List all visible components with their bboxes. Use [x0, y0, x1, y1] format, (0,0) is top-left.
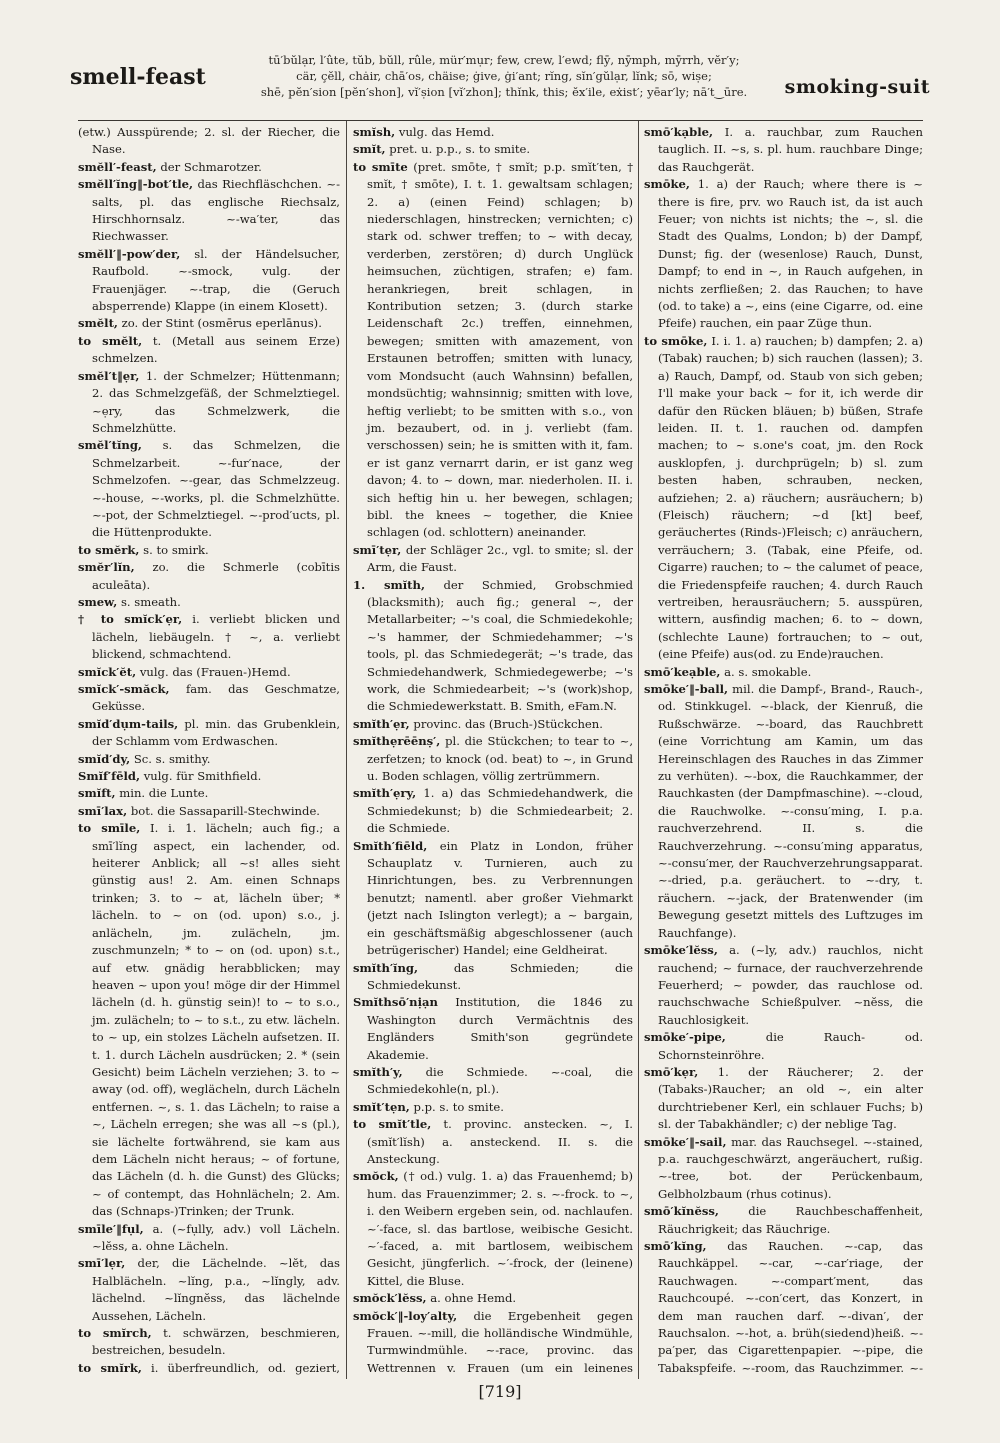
dictionary-entry	[353, 124, 633, 141]
entry-headword: to smīle,	[78, 821, 141, 836]
entry-headword: smīle′‖fụl,	[78, 1221, 144, 1236]
guide-word-left: smell-feast	[70, 64, 206, 90]
dictionary-entry	[644, 333, 923, 664]
entry-headword: smĭth′ẹr,	[353, 716, 410, 731]
dictionary-entry	[644, 681, 923, 942]
entry-headword: smōke,	[644, 177, 690, 192]
entry-definition: pret. u. p.p., s. to smite.	[389, 142, 531, 157]
entry-headword: smō′kạble,	[644, 125, 714, 139]
dictionary-entry	[78, 1325, 340, 1360]
dictionary-entry	[78, 1221, 340, 1256]
entry-headword: smō′kĭnĕss,	[644, 1204, 719, 1219]
entry-definition: a. (~ly, adv.) rauchlos, nicht rauchend; ~ furnace, der rauchverzehrende Feuerherd; ~ powder, das rauchlose od. rauchschwache Schießpulver. ~nĕss, die Rauchlosigkeit.	[658, 943, 923, 1027]
guide-word-right: smoking-suit	[784, 76, 930, 98]
entry-definition: das Schmieden; die Schmiedekunst.	[367, 960, 633, 992]
entry-headword: to smĭt′tle,	[353, 1117, 432, 1132]
dictionary-entry	[78, 820, 340, 1220]
entry-headword: smĕl′t‖ẹr,	[78, 368, 140, 383]
entry-definition: (pret. smōte, † smĭt; p.p. smĭt′ten, † smĭt, † smōte), I. t. 1. gewaltsam schlagen; 2. a) (einen Feind) schlagen; b) niederschlagen, hinstrecken; vernichten; c) stark od. schwer treffen; to ~ with decay, verderben, zerstören; d) durch Unglück heimsuchen, züchtigen, strafen; e) fam. herankriegen, breit schlagen, in Kontribution setzen; 3. (durch starke Leidenschaft 2c.) treffen, einnehmen, bewegen; smitten with amazement, von Erstaunen betroffen; smitten with lunacy, vom Mondsucht (auch Wahnsinn) befallen, mondsüchtig; wahnsinnig; smitten with love, heftig verliebt; to be smitten with s.o., von jm. bezaubert, od. in j. verliebt (fam. verschossen) sein; he is smitten with it, fam. er ist ganz vernarrt darin, er ist ganz weg davon; 4. to ~ down, mar. niederholen. II. i. sich heftig hin u. her bewegen, schlagen; bibl. the knees ~ together, die Kniee schlagen (od. schlottern) aneinander.	[367, 159, 633, 540]
pronunciation-key-line: tū′bŭlạr, l′ûte, tŭb, bŭll, rûle, mür′mụr; few, crew, l′ewd; flȳ, nȳmph, mȳrrh, vĕr′y;	[268, 53, 740, 67]
entry-headword: smŏck,	[353, 1169, 399, 1184]
dictionary-entry	[644, 664, 923, 681]
entry-definition: der Schmarotzer.	[160, 159, 262, 174]
dictionary-entry	[353, 577, 633, 716]
entry-headword: smōke′‖-sail,	[644, 1134, 727, 1149]
entry-definition: mil. die Dampf-, Brand-, Rauch-, od. Stinkkugel. ~-black, der Kienruß, die Rußschwärze. ~-board, das Rauchbrett (eine Vorrichtung am Kamin, um das Hereinschlagen des Rauches in das Zimmer zu verhüten). ~-box, die Rauchkammer, der Rauchkasten (der Dampfmaschine). ~-cloud, die Rauchwolke. ~-consu′ming, I. p.a. rauchverzehrend. II. s. die Rauchverzehrung. ~-consu′ming apparatus, ~-consu′mer, der Rauchverzehrungsapparat. ~-dried, p.a. geräuchert. to ~-dry, t. räuchern. ~-jack, der Bratenwender (im Bewegung gesetzt mittels des Luftzuges im Rauchfange).	[658, 682, 923, 940]
entry-definition: ein Platz in London, früher Schauplatz v. Turnieren, auch zu Hinrichtungen, bes. zu Verbrennungen benutzt; namentl. aber großer Viehmarkt (jetzt nach Islington verlegt); a ~ bargain, ein geschäftsmäßig abgeschlossener (auch betrügerischer) Handel; eine Geldheirat.	[367, 838, 633, 958]
column-1	[78, 121, 340, 1379]
entry-headword: smĭt,	[353, 142, 386, 157]
dictionary-entry	[78, 611, 340, 663]
entry-headword: smĭft,	[78, 786, 116, 801]
entry-columns	[78, 120, 923, 1379]
entry-headword: smŏck′lĕss,	[353, 1291, 427, 1306]
entry-definition: t. (Metall aus seinem Erze) schmelzen.	[92, 333, 340, 366]
entry-definition: 1. der Räucherer; 2. der (Tabaks-)Raucher; an old ~, ein alter durchtriebener Kerl, ein schlauer Fuchs; b) sl. der Tabakhändler; c) der neblige Tag.	[658, 1064, 923, 1132]
entry-headword: to smĕlt,	[78, 333, 143, 348]
entry-headword: Smĭth′fiēld,	[353, 838, 428, 853]
page-number: [719]	[478, 1382, 522, 1401]
entry-headword: smĭth′ẹry,	[353, 786, 417, 801]
dictionary-entry	[78, 751, 340, 768]
dictionary-entry	[353, 159, 633, 542]
entry-definition: vulg. das Hemd.	[398, 125, 495, 139]
dictionary-entry	[78, 542, 340, 559]
entry-headword: smĭck′-smăck,	[78, 682, 170, 696]
entry-definition: († od.) vulg. 1. a) das Frauenhemd; b) hum. das Frauenzimmer; 2. s. ~-frock. to ~, i. den Weibern ergeben sein, od. nachlaufen. ~′-face, sl. das bartlose, weibische Gesicht. ~′-faced, a. mit bartlosem, weibischem Gesicht, jüngferlich. ~′-frock, der (leinene) Kittel, die Bluse.	[367, 1169, 633, 1288]
dictionary-entry	[644, 1064, 923, 1134]
entry-headword: smĭt′tẹn,	[353, 1099, 410, 1114]
entry-headword: smĭsh,	[353, 125, 396, 139]
entry-headword: to smōke,	[644, 333, 708, 348]
dictionary-entry	[353, 785, 633, 837]
dictionary-entry	[78, 594, 340, 611]
pronunciation-key-line: shē, pĕn′sion [pĕn′shon], vĭ′ṣion [vĭ′zhon]; thĭnk, this; ĕx′ile, eẋist′; yēar′ly; nā′t‿ūre.	[260, 85, 748, 99]
entry-headword: smĭth′ĭng,	[353, 960, 419, 975]
dictionary-entry	[78, 159, 340, 176]
entry-definition: s. smeath.	[120, 594, 181, 609]
dictionary-entry	[353, 542, 633, 577]
entry-headword: smĭthẹrēēnṣ′,	[353, 734, 441, 749]
dictionary-entry	[353, 733, 633, 785]
dictionary-entry	[78, 559, 340, 594]
page-header	[70, 52, 930, 114]
dictionary-entry	[353, 1290, 633, 1307]
entry-headword: smĕlt,	[78, 316, 118, 331]
dictionary-entry	[353, 838, 633, 960]
entry-headword: Smĭthsō′nịạn	[353, 995, 438, 1010]
dictionary-entry	[78, 664, 340, 681]
entry-definition: die Rauchbeschaffenheit, Räuchrigkeit; das Räuchrige.	[658, 1204, 923, 1236]
entry-definition: pl. min. das Grubenklein, der Schlamm vom Erdwaschen.	[92, 716, 340, 749]
dictionary-entry	[78, 768, 340, 785]
entry-definition: 1. der Schmelzer; Hüttenmann; 2. das Schmelzgefäß, der Schmelztiegel. ~ẹry, das Schmelzwerk, die Schmelzhütte.	[92, 368, 340, 435]
entry-headword: smĕll′‖-pow′der,	[78, 246, 181, 261]
entry-definition: zo. die Schmerle (cobītis aculeāta).	[92, 560, 340, 592]
entry-definition: a. s. smokable.	[724, 664, 812, 679]
entry-definition: a. (~fụlly, adv.) voll Lächeln. ~lĕss, a. ohne Lächeln.	[92, 1221, 340, 1253]
entry-headword: smī′lẹr,	[78, 1256, 126, 1271]
pronunciation-key	[228, 52, 780, 100]
dictionary-entry	[353, 1308, 633, 1379]
entry-definition: bot. die Sassaparill-Stechwinde.	[130, 803, 320, 818]
entry-definition: t. provinc. anstecken. ~, I. (smĭt′lĭsh) a. ansteckend. II. s. die Ansteckung.	[367, 1117, 633, 1166]
entry-definition: Sc. s. smithy.	[133, 751, 211, 766]
dictionary-entry	[78, 246, 340, 316]
pronunciation-key-line: cär, çĕll, chȧir, chā′os, chäise; ġive, ġi′ant; rĭng, sĭn′gŭlạr, lĭnk; sō, wiṣe;	[296, 69, 712, 83]
dictionary-entry	[644, 942, 923, 1029]
entry-headword: smō′keạble,	[644, 664, 721, 679]
entry-headword: smĭd′dụm-tails,	[78, 716, 179, 731]
dictionary-entry	[353, 1099, 633, 1116]
entry-headword: to smĕrk,	[78, 542, 140, 557]
entry-headword: smĕll′-feast,	[78, 159, 157, 174]
entry-definition: (etw.) Ausspürende; 2. sl. der Riecher, die Nase.	[78, 125, 340, 157]
entry-headword: Smĭf′fēld,	[78, 769, 140, 784]
column-divider	[638, 121, 639, 1379]
entry-headword: smōke′lĕss,	[644, 943, 718, 958]
entry-headword: smĕl′tĭng,	[78, 438, 142, 453]
dictionary-entry	[353, 141, 633, 158]
entry-headword: † to smĭck′ẹr,	[78, 612, 183, 627]
entry-definition: provinc. das (Bruch-)Stückchen.	[413, 716, 603, 731]
entry-definition: die Ergebenheit gegen Frauen. ~-mill, die holländische Windmühle, Turmwindmühle. ~-race, provinc. das Wettrennen v. Frauen (um ein leinenes	[367, 1308, 633, 1375]
dictionary-entry	[644, 1029, 923, 1064]
dictionary-entry	[78, 1255, 340, 1325]
dictionary-entry	[78, 437, 340, 541]
entry-headword: smō′kĭng,	[644, 1239, 707, 1253]
entry-definition: das Rauchen. ~-cap, das Rauchkäppel. ~-car, ~-car′riage, der Rauchwagen. ~-compart′ment, das Rauchcoupé. ~-con′cert, das Konzert, in dem man rauchen darf. ~-divan′, der Rauchsalon. ~-hot, a. brüh(siedend)heiß. ~-pa′per, das Cigarettenpapier. ~-pipe, die Tabakspfeife. ~-room, das Rauchzimmer. ~-	[658, 1239, 923, 1375]
column-divider	[346, 121, 347, 1379]
entry-definition: I. i. 1. lächeln; auch fig.; a smī′lĭng aspect, ein lachender, od. heiterer Anblick; all ~s! alles sieht günstig aus! 2. Am. einen Schnaps trinken; 3. to ~ at, lächeln über; * lächeln. to ~ on (od. upon) s.o., j. anlächeln, jm. zulächeln, jm. zuschmunzeln; * to ~ on (od. upon) s.t., auf etw. gnädig herabblicken; may heaven ~ upon you! möge dir der Himmel lächeln (d. h. günstig sein)! to ~ to s.o., jm. zulächeln; to ~ to s.t., zu etw. lächeln. to ~ up, ein stolzes Lächeln aufsetzen. II. t. 1. durch Lächeln ausdrücken; 2. * (sein Gesicht) beim Lächeln verziehen; 3. to ~ away (od. off), weglächeln, durch Lächeln entfernen. ~, s. 1. das Lächeln; to raise a ~, Lächeln erregen; she was all ~s (pl.), sie lächelte fortwährend, sie kam aus dem Lächeln nicht heraus; ~ of fortune, das Lächeln (d. h. die Gunst) des Glücks; ~ of contempt, das Hohnlächeln; 2. Am. das (Schnaps-)Trinken; der Trunk.	[92, 821, 340, 1219]
entry-definition: fam. das Geschmatze, Geküsse.	[92, 682, 340, 714]
entry-definition: p.p. s. to smite.	[413, 1099, 504, 1114]
entry-headword: smĭck′ĕt,	[78, 664, 137, 679]
dictionary-entry	[353, 960, 633, 995]
entry-definition: vulg. für Smithfield.	[143, 769, 262, 784]
entry-headword: 1. smĭth,	[353, 577, 425, 592]
entry-headword: smĭd′dy,	[78, 751, 131, 766]
dictionary-entry	[78, 785, 340, 802]
dictionary-entry	[644, 124, 923, 176]
dictionary-entry	[78, 1360, 340, 1379]
entry-headword: to smĭrch,	[78, 1326, 152, 1341]
entry-headword: smĕll′ĭng‖-bot′tle,	[78, 177, 194, 192]
dictionary-entry	[78, 315, 340, 332]
entry-headword: smōke′-pipe,	[644, 1030, 726, 1045]
dictionary-entry	[353, 716, 633, 733]
entry-definition: vulg. das (Frauen-)Hemd.	[139, 664, 291, 679]
entry-definition: pl. die Stückchen; to tear to ~, zerfetzen; to knock (od. beat) to ~, in Grund u. Boden schlagen, völlig zertrümmern.	[367, 734, 633, 784]
dictionary-entry	[644, 176, 923, 333]
dictionary-entry	[78, 716, 340, 751]
dictionary-entry	[644, 1203, 923, 1238]
entry-headword: smew,	[78, 594, 118, 609]
entry-headword: smī′lax,	[78, 803, 128, 818]
entry-definition: t. schwärzen, beschmieren, bestreichen, besudeln.	[92, 1326, 340, 1358]
entry-definition: s. das Schmelzen, die Schmelzarbeit. ~-fur′nace, der Schmelzofen. ~-gear, das Schmelzzeug. ~-house, ~-works, pl. die Schmelzhütte. ~-pot, der Schmelztiegel. ~-prod′ucts, pl. die Hüttenprodukte.	[92, 438, 340, 540]
entry-definition: das Riechfläschchen. ~-salts, pl. das englische Riechsalz, Hirschhornsalz. ~-wa′ter, das Riechwasser.	[92, 177, 340, 244]
entry-definition: mar. das Rauchsegel. ~-stained, p.a. rauchgeschwärzt, angeräuchert, rußig. ~-tree, bot. der Perückenbaum, Gelbholzbaum (rhus cotinus).	[658, 1134, 923, 1201]
dictionary-entry	[353, 1064, 633, 1099]
entry-definition: min. die Lunte.	[119, 786, 209, 801]
dictionary-entry	[78, 176, 340, 246]
dictionary-entry	[353, 1168, 633, 1290]
entry-definition: zo. der Stint (osmērus eperlānus).	[121, 316, 322, 331]
entry-definition: 1. a) das Schmiedehandwerk, die Schmiedekunst; b) die Schmiedearbeit; 2. die Schmiede.	[367, 786, 633, 836]
dictionary-entry	[353, 1116, 633, 1168]
entry-headword: smī′tẹr,	[353, 542, 402, 557]
entry-headword: smō′kẹr,	[644, 1064, 699, 1079]
dictionary-entry	[78, 124, 340, 159]
entry-headword: smĭth′y,	[353, 1064, 403, 1079]
dictionary-entry	[78, 368, 340, 438]
column-2	[353, 121, 633, 1379]
entry-headword: to smĭrk,	[78, 1360, 142, 1375]
dictionary-entry	[644, 1134, 923, 1204]
dictionary-entry	[78, 803, 340, 820]
entry-definition: s. to smirk.	[143, 542, 209, 557]
entry-definition: a. ohne Hemd.	[430, 1291, 517, 1306]
entry-definition: 1. a) der Rauch; where there is ~ there is fire, prv. wo Rauch ist, da ist auch Feuer; von nichts ist nichts; the ~, sl. die Stadt des Qualms, London; b) der Dampf, Dunst; fig. der (wesenlose) Rauch, Dunst, Dampf; to end in ~, in Rauch aufgehen, in nichts zerfließen; 2. das Rauchen; to have (od. to take) a ~, eins (eine Cigarre, od. eine Pfeife) rauchen, ein paar Züge thun.	[658, 177, 923, 331]
dictionary-entry	[78, 333, 340, 368]
entry-headword: smōke′‖-ball,	[644, 682, 729, 696]
entry-definition: Institution, die 1846 zu Washington durch Vermächtnis des Engländers Smith'son gegründete Akademie.	[367, 995, 633, 1062]
entry-definition: i. verliebt blicken und lächeln, liebäugeln. † ~, a. verliebt blickend, schmachtend.	[92, 612, 340, 662]
entry-definition: der Schmied, Grobschmied (blacksmith); auch fig.; general ~, der Metallarbeiter; ~'s coal, die Schmiedekohle; ~'s hammer, der Schmiedehammer; ~'s tools, pl. das Schmiedegerät; ~'s trade, das Schmiedehandwerk, Schmiedegewerbe; ~'s work, die Schmiedearbeit; ~'s (work)shop, die Schmiedewerkstatt. B. Smith, eFam.N.	[367, 577, 633, 714]
entry-definition: I. i. 1. a) rauchen; b) dampfen; 2. a) (Tabak) rauchen; b) sich rauchen (lassen); 3. a) Rauch, Dampf, od. Staub von sich geben; I'll make your back ~ for it, ich werde dir dafür den Rücken bläuen; b) büßen, Strafe leiden. II. t. 1. rauchen od. dampfen machen; to ~ s.one's coat, jm. den Rock ausklopfen, j. durchprügeln; b) sl. zum besten haben, schrauben, necken, aufziehen; 2. a) räuchern; ausräuchern; b) (Fleisch) räuchern; ~d [kt] beef, geräuchertes (Rinds-)Fleisch; c) anräuchern, verräuchern; 3. (Tabak, eine Pfeife, od. Cigarre) rauchen; to ~ the calumet of peace, die Friedenspfeife rauchen; 4. durch Rauch vertreiben, herausräuchern; 5. ausspüren, wittern, ausfindig machen; 6. to ~ down, (schlechte Laune) fortrauchen; to ~ out, (eine Pfeife) aus(od. zu Ende)rauchen.	[658, 333, 923, 662]
dictionary-entry	[644, 1238, 923, 1379]
entry-definition: sl. der Händelsucher, Raufbold. ~-smock, vulg. der Frauenjäger. ~-trap, die (Geruch absperrende) Klappe (in einem Klosett).	[92, 246, 340, 314]
entry-definition: die Rauch- od. Schornsteinröhre.	[658, 1030, 923, 1062]
entry-definition: der, die Lächelnde. ~lĕt, das Halblächeln. ~lĭng, p.a., ~lĭngly, adv. lächelnd. ~lĭngnĕss, das lächelnde Aussehen, Lächeln.	[92, 1256, 340, 1323]
column-3	[644, 121, 923, 1379]
entry-definition: i. überfreundlich, od. geziert,	[151, 1360, 340, 1375]
entry-headword: smŏck′‖-loy′alty,	[353, 1308, 458, 1323]
dictionary-entry	[353, 994, 633, 1064]
entry-definition: die Schmiede. ~-coal, die Schmiedekohle(n, pl.).	[367, 1064, 633, 1097]
entry-headword: smĕr′lĭn,	[78, 560, 135, 575]
dictionary-entry	[78, 681, 340, 716]
entry-headword: to smīte	[353, 159, 408, 174]
entry-definition: der Schläger 2c., vgl. to smite; sl. der Arm, die Faust.	[367, 542, 633, 575]
entry-definition: I. a. rauchbar, zum Rauchen tauglich. II. ~s, s. pl. hum. rauchbare Dinge; das Rauchgerät.	[658, 125, 923, 174]
